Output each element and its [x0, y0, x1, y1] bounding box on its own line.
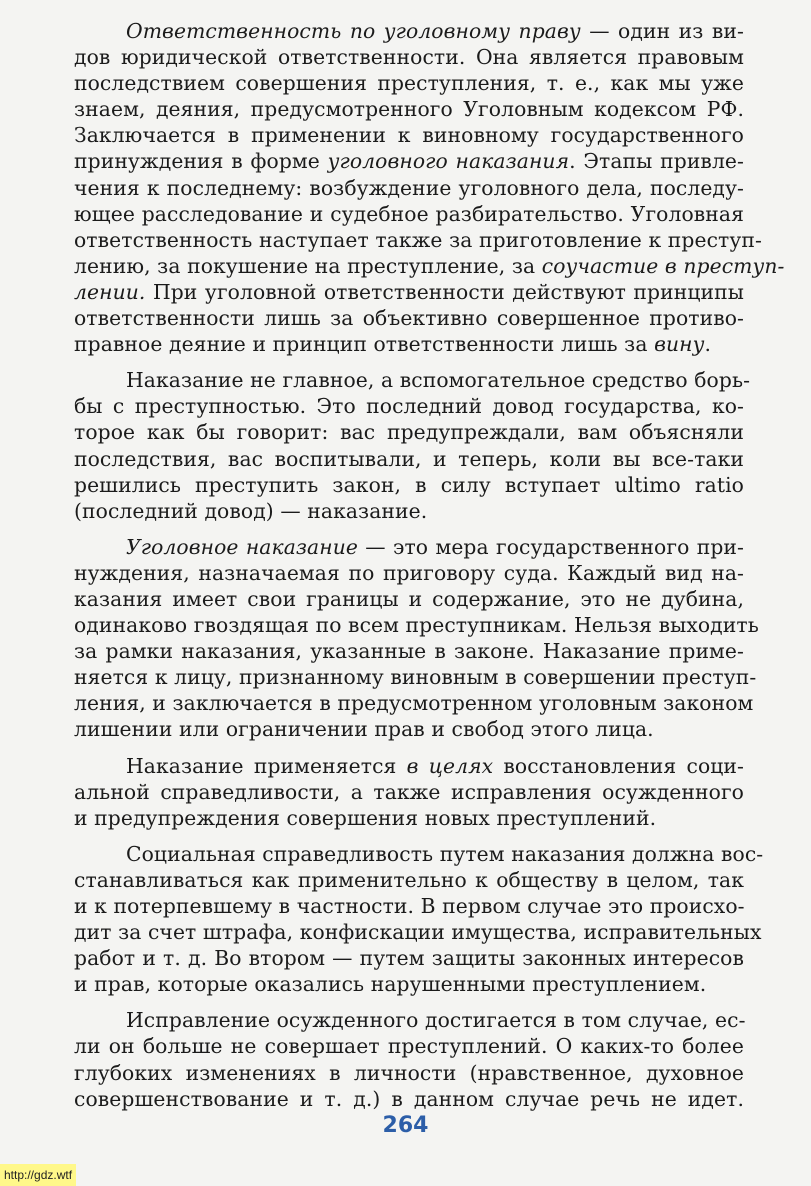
text-segment: последствием совершения преступления, т. е., как мы уже	[74, 71, 744, 96]
text-segment: ления, и заключается в предусмотренном уголовным законом	[74, 691, 754, 716]
paragraph-gap	[74, 997, 744, 1007]
text-line	[74, 612, 759, 638]
page-body-text	[74, 18, 785, 1112]
text-line	[74, 44, 744, 70]
text-line	[74, 175, 744, 201]
italic-term: вину	[654, 332, 705, 357]
text-segment: принуждения в форме	[74, 149, 328, 174]
text-line	[74, 690, 754, 716]
text-segment: торое как бы говорит: вас предупреждали, вам объясняли	[74, 420, 744, 445]
text-segment: дов юридической ответственности. Она является правовым	[74, 45, 744, 70]
text-line	[74, 279, 744, 305]
paragraph	[74, 534, 759, 743]
text-line	[74, 472, 744, 498]
text-segment: бы с преступностью. Это последний довод государства, ко-	[74, 394, 744, 419]
text-line	[74, 560, 744, 586]
text-segment: Исправление осужденного достигается в том случае, ес-	[126, 1008, 746, 1033]
paragraph-gap	[74, 831, 744, 841]
text-line	[74, 841, 764, 867]
text-line	[74, 1086, 744, 1112]
text-line	[74, 446, 744, 472]
text-segment: правное деяние и принцип ответственности лишь за	[74, 332, 655, 357]
text-segment: Наказание применяется	[126, 753, 407, 778]
paragraph-gap	[74, 524, 744, 534]
paragraph	[74, 367, 751, 524]
text-line	[74, 305, 744, 331]
text-line	[74, 70, 744, 96]
paragraph	[74, 1007, 744, 1111]
italic-term: лении.	[74, 279, 146, 304]
text-segment: чения к последнему: возбуждение уголовного дела, последу-	[74, 175, 744, 200]
text-segment: нуждения, назначаемая по приговору суда. Каждый вид на-	[74, 560, 744, 585]
italic-term: уголовного наказания	[327, 149, 570, 174]
text-segment: ответственности лишь за объективно совершенное противо-	[74, 306, 744, 331]
text-segment: — один из ви-	[580, 19, 744, 43]
text-line	[74, 18, 744, 44]
text-segment: глубоких изменениях в личности (нравственное, духовное	[74, 1060, 744, 1085]
text-line	[74, 753, 744, 779]
text-segment: за рамки наказания, указанные в законе. Наказание приме-	[74, 639, 744, 664]
text-line	[74, 148, 744, 174]
italic-term: Уголовное наказание	[126, 534, 358, 559]
text-line	[74, 664, 757, 690]
text-segment: знаем, деяния, предусмотренного Уголовным кодексом РФ.	[74, 97, 744, 122]
text-line	[74, 498, 744, 524]
text-segment: работ и т. д. Во втором — путем защиты законных интересов	[74, 946, 744, 971]
text-segment: решились преступить закон, в силу вступает ultimo ratio	[74, 472, 744, 497]
text-line	[74, 867, 744, 893]
text-segment: Социальная справедливость путем наказания должна вос-	[126, 841, 764, 866]
text-segment: последствия, вас воспитывали, и теперь, коли вы все-таки	[74, 446, 744, 471]
text-line	[74, 122, 744, 148]
text-segment: альной справедливости, а также исправления осужденного	[74, 779, 744, 804]
text-line	[74, 534, 744, 560]
text-line	[74, 779, 744, 805]
text-segment: дит за счет штрафа, конфискации имущества, исправительных	[74, 920, 762, 945]
text-line	[74, 945, 744, 971]
text-segment: лишении или ограничении прав и свобод этого лица.	[74, 717, 654, 742]
text-segment: восстановления соци-	[493, 753, 744, 778]
text-line	[74, 586, 744, 612]
text-line	[74, 1033, 744, 1059]
text-segment: При уголовной ответственности действуют принципы	[145, 279, 744, 304]
text-line	[74, 253, 785, 279]
text-segment: и к потерпевшему в частности. В первом случае это происхо-	[74, 894, 745, 918]
text-segment: .	[704, 332, 712, 357]
text-segment: — это мера государственного при-	[357, 534, 744, 559]
text-line	[74, 638, 744, 664]
italic-term: в целях	[406, 753, 494, 778]
text-segment: и предупреждения совершения новых преступлений.	[74, 805, 657, 830]
italic-term: соучастие в преступ-	[541, 253, 785, 278]
text-line	[74, 1007, 744, 1033]
text-line	[74, 893, 744, 919]
text-segment: няется к лицу, признанному виновным в совершении преступ-	[74, 665, 757, 690]
text-line	[74, 201, 744, 227]
paragraph-gap	[74, 357, 744, 367]
text-line	[74, 227, 762, 253]
watermark-link[interactable]: http://gdz.wtf	[0, 1164, 76, 1186]
text-segment: одинаково гвоздящая по всем преступникам. Нельзя выходить	[74, 613, 759, 638]
page-number: 264	[382, 1113, 429, 1138]
text-segment: ющее расследование и судебное разбирательство. Уголовная	[74, 201, 744, 226]
text-segment: лению, за покушение на преступление, за	[74, 253, 542, 278]
text-line	[74, 393, 744, 419]
paragraph	[74, 753, 744, 831]
text-line	[74, 419, 744, 445]
italic-term: Ответственность по уголовному праву	[126, 19, 581, 43]
text-segment: Наказание не главное, а вспомогательное средство борь-	[126, 368, 751, 393]
text-segment: совершенствование и т. д.) в данном случае речь не идет.	[74, 1086, 744, 1111]
text-line	[74, 919, 762, 945]
paragraph	[74, 18, 785, 357]
text-segment: ли он больше не совершает преступлений. О каких-то более	[74, 1034, 744, 1059]
text-line	[74, 716, 744, 742]
text-segment: (последний довод) — наказание.	[74, 498, 428, 523]
text-line	[74, 805, 744, 831]
text-line	[74, 367, 751, 393]
text-line	[74, 1060, 744, 1086]
text-segment: Заключается в применении к виновному государственного	[74, 123, 744, 148]
text-segment: казания имеет свои границы и содержание, это не дубина,	[74, 586, 744, 611]
text-line	[74, 331, 744, 357]
paragraph-gap	[74, 743, 744, 753]
text-line	[74, 971, 744, 997]
text-segment: и прав, которые оказались нарушенными преступлением.	[74, 972, 707, 997]
text-segment: ответственность наступает также за приготовление к преступ-	[74, 227, 762, 252]
text-line	[74, 96, 744, 122]
text-segment: станавливаться как применительно к обществу в целом, так	[74, 867, 744, 892]
text-segment: . Этапы привле-	[569, 149, 744, 174]
paragraph	[74, 841, 764, 998]
